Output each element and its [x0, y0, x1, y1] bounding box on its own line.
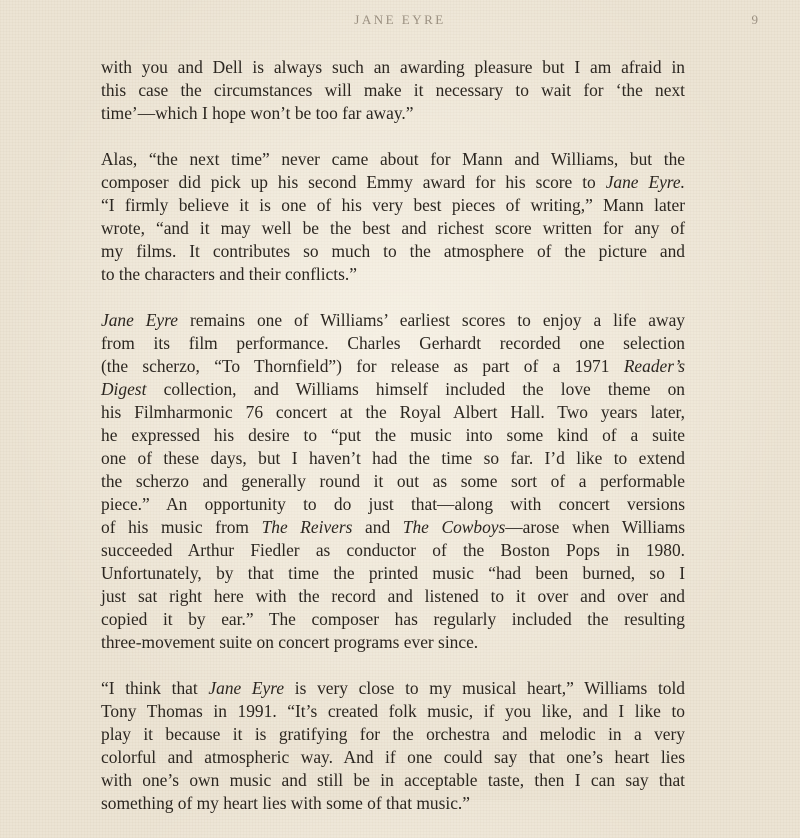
text-run: from its film performance. Charles Gerhardt recorded one selection — [101, 333, 685, 353]
page-number: 9 — [751, 12, 758, 27]
text-run: wrote, “and it may well be the best and richest score written for any of — [101, 218, 685, 238]
text-line — [101, 217, 685, 240]
italic-title: Jane Eyre — [101, 310, 178, 330]
text-run: Unfortunately, by that time the printed music “had been burned, so I — [101, 563, 685, 583]
text-run: —arose when Williams — [505, 517, 685, 537]
text-line — [101, 631, 685, 654]
text-run: colorful and atmospheric way. And if one could say that one’s heart lies — [101, 747, 685, 767]
text-run: is very close to my musical heart,” Williams told — [284, 678, 685, 698]
text-line — [101, 562, 685, 585]
text-line — [101, 378, 685, 401]
text-run: remains one of Williams’ earliest scores to enjoy a life away — [177, 310, 685, 330]
text-run: my films. It contributes so much to the atmosphere of the picture and — [101, 241, 685, 261]
text-run: just sat right here with the record and listened to it over and over and — [101, 586, 685, 606]
paragraph — [101, 309, 685, 654]
text-run: Alas, “the next time” never came about for Mann and Williams, but the — [101, 149, 685, 169]
text-run: one of these days, but I haven’t had the time so far. I’d like to extend — [101, 448, 685, 468]
text-line — [101, 470, 685, 493]
text-run: “I firmly believe it is one of his very best pieces of writing,” Mann later — [101, 195, 685, 215]
text-line — [101, 56, 685, 79]
text-line — [101, 585, 685, 608]
text-line — [101, 723, 685, 746]
paragraph — [101, 677, 685, 815]
text-line — [101, 769, 685, 792]
italic-title: Digest — [101, 379, 147, 399]
text-line — [101, 171, 685, 194]
text-run: composer did pick up his second Emmy award for his score to — [101, 172, 606, 192]
italic-title: Jane Eyre. — [605, 172, 685, 192]
text-line — [101, 792, 685, 815]
text-run: of his music from — [101, 517, 262, 537]
body-text — [101, 56, 685, 838]
text-run: something of my heart lies with some of that music.” — [101, 793, 470, 813]
text-run: copied it by ear.” The composer has regularly included the resulting — [101, 609, 685, 629]
text-line — [101, 539, 685, 562]
text-line — [101, 677, 685, 700]
text-line — [101, 700, 685, 723]
text-run: his Filmharmonic 76 concert at the Royal Albert Hall. Two years later, — [101, 402, 685, 422]
text-line — [101, 263, 685, 286]
text-line — [101, 516, 685, 539]
text-line — [101, 79, 685, 102]
text-run: “I think that — [101, 678, 209, 698]
text-run: and — [352, 517, 403, 537]
text-line — [101, 194, 685, 217]
text-run: with one’s own music and still be in acceptable taste, then I can say that — [101, 770, 685, 790]
text-run: to the characters and their conflicts.” — [101, 264, 357, 284]
text-line — [101, 401, 685, 424]
text-run: piece.” An opportunity to do just that—along with concert versions — [101, 494, 685, 514]
italic-title: Jane Eyre — [208, 678, 285, 698]
text-line — [101, 424, 685, 447]
italic-title: Reader’s — [623, 356, 685, 376]
text-line — [101, 355, 685, 378]
text-run: this case the circumstances will make it necessary to wait for ‘the next — [101, 80, 685, 100]
italic-title: The Cowboys — [402, 517, 506, 537]
text-run: the scherzo and generally round it out as some sort of a performable — [101, 471, 685, 491]
text-line — [101, 332, 685, 355]
text-line — [101, 309, 685, 332]
text-line — [101, 608, 685, 631]
italic-title: The Reivers — [261, 517, 353, 537]
text-run: he expressed his desire to “put the music into some kind of a suite — [101, 425, 685, 445]
paragraph — [101, 148, 685, 286]
text-line — [101, 447, 685, 470]
text-run: three-movement suite on concert programs ever since. — [101, 632, 479, 652]
text-run: Tony Thomas in 1991. “It’s created folk music, if you like, and I like to — [101, 701, 685, 721]
text-run: collection, and Williams himself included the love theme on — [146, 379, 685, 399]
paragraph — [101, 56, 685, 125]
text-line — [101, 493, 685, 516]
text-line — [101, 746, 685, 769]
running-head: JANE EYRE — [354, 12, 446, 27]
text-line — [101, 102, 685, 125]
text-run: succeeded Arthur Fiedler as conductor of the Boston Pops in 1980. — [101, 540, 685, 560]
text-run: with you and Dell is always such an awarding pleasure but I am afraid in — [101, 57, 685, 77]
text-run: (the scherzo, “To Thornfield”) for release as part of a 1971 — [101, 356, 624, 376]
text-run: play it because it is gratifying for the orchestra and melodic in a very — [101, 724, 685, 744]
text-line — [101, 148, 685, 171]
text-line — [101, 240, 685, 263]
text-run: time’—which I hope won’t be too far away.” — [101, 103, 414, 123]
